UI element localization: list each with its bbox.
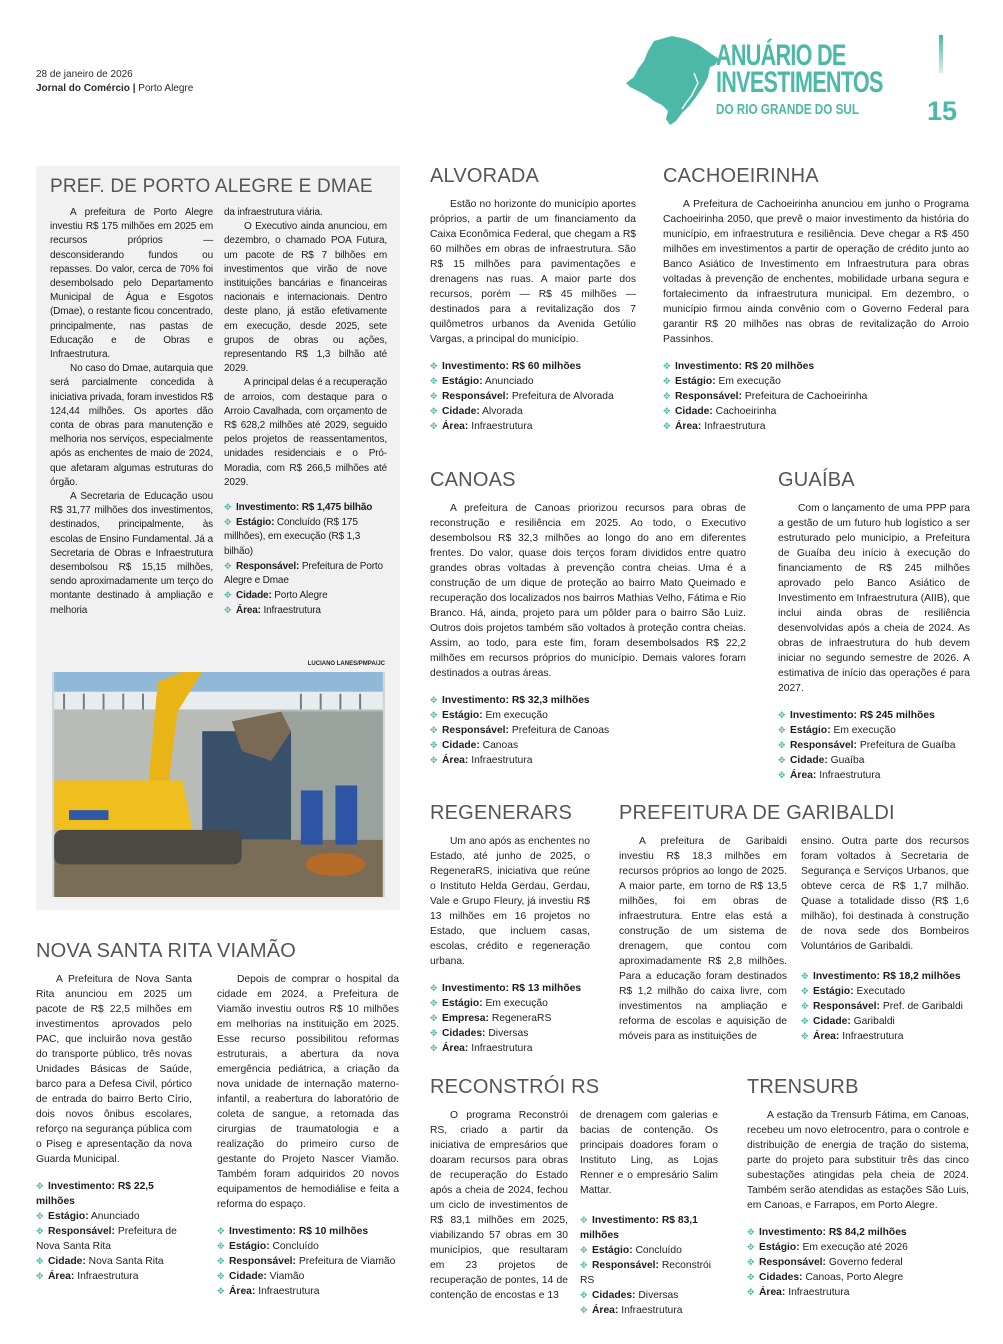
article-guaiba — [778, 469, 970, 783]
fact-area: ✥ Área: Infraestrutura — [778, 770, 881, 781]
fact-area: ✥ Área: Infraestrutura — [663, 421, 766, 432]
fact-responsavel: ✥ Responsável: Prefeitura de Porto Alegre e Dmae — [224, 560, 383, 587]
diamond-dots-icon: ✥ — [580, 1305, 588, 1315]
fact-estagio: ✥ Estágio: Em execução — [778, 725, 896, 736]
diamond-dots-icon: ✥ — [430, 1043, 438, 1053]
diamond-dots-icon: ✥ — [580, 1215, 588, 1225]
photo-illustration — [52, 672, 385, 897]
diamond-dots-icon: ✥ — [36, 1226, 44, 1236]
article-title: GUAÍBA — [778, 469, 855, 491]
diamond-dots-icon: ✥ — [430, 361, 438, 371]
paragraph: A principal delas é a recuperação de arroios, com destaque para o Arroio Cavalhada, com orçamento de R$ 628,2 milhões até 2029, seguido pelos projetos de reassentamentos, unidades residenciais e o Pró-Moradia, com R$ 266,5 milhões até 2029. — [224, 377, 387, 488]
fact-investimento: ✥ Investimento: R$ 83,1 milhões — [580, 1215, 698, 1241]
diamond-dots-icon: ✥ — [430, 1028, 438, 1038]
article-title: CACHOEIRINHA — [663, 165, 819, 187]
paragraph: A prefeitura de Garibaldi investiu R$ 18,3 milhões em recursos próprios ao longo de 2025. A maior parte, em torno de R$ 13,5 milhões, foi em obras de infraestrutura. Entre elas está a construção de um sistema de drenagem, que contou com aproximadamente R$ 2,8 milhões. Para a educação foram destinados R$ 1,2 milhão do caixa livre, com investimentos na ampliação e reforma de escolas e aquisição de móveis para as instituições de — [619, 836, 787, 1042]
diamond-dots-icon: ✥ — [663, 361, 671, 371]
fact-responsavel: ✥ Responsável: Prefeitura de Nova Santa Rita — [36, 1226, 177, 1252]
paragraph: A Secretaria de Educação usou R$ 31,77 milhões dos investimentos, destinados, principalmente, às escolas de Ensino Fundamental. Já a Secretaria de Obras e Infraestrutura desembolsou R$ 15,15 milhões, sendo aproximadamente um terço do montante destinado à ampliação e melhoria — [50, 491, 213, 616]
article-column-1 — [430, 1108, 568, 1318]
fact-estagio: ✥ Estágio: Em execução até 2026 — [747, 1242, 908, 1253]
diamond-dots-icon: ✥ — [217, 1226, 225, 1236]
fact-responsavel: ✥ Responsável: Prefeitura de Guaíba — [778, 740, 956, 751]
article-title: RECONSTRÓI RS — [430, 1076, 600, 1098]
fact-responsavel: ✥ Responsável: Governo federal — [747, 1257, 903, 1268]
fact-investimento: ✥ Investimento: R$ 32,3 milhões — [430, 695, 590, 706]
article-cachoeirinha — [663, 165, 969, 434]
fact-area: ✥ Área: Infraestrutura — [430, 1043, 533, 1054]
separator: | — [132, 83, 136, 94]
article-title: PREF. DE PORTO ALEGRE E DMAE — [50, 176, 373, 197]
diamond-dots-icon: ✥ — [430, 376, 438, 386]
fact-investimento: ✥ Investimento: R$ 13 milhões — [430, 983, 582, 994]
diamond-dots-icon: ✥ — [430, 755, 438, 765]
fact-area: ✥ Área: Infraestrutura — [430, 755, 533, 766]
fact-investimento: ✥ Investimento: R$ 10 milhões — [217, 1226, 369, 1237]
fact-responsavel: ✥ Responsável: Prefeitura de Canoas — [430, 725, 610, 736]
diamond-dots-icon: ✥ — [778, 740, 786, 750]
diamond-dots-icon: ✥ — [224, 560, 232, 571]
article-title: REGENERARS — [430, 802, 573, 824]
article-nova-santa-rita — [36, 940, 213, 1284]
diamond-dots-icon: ✥ — [663, 376, 671, 386]
diamond-dots-icon: ✥ — [663, 406, 671, 416]
diamond-dots-icon: ✥ — [801, 1001, 809, 1011]
fact-estagio: ✥ Estágio: Concluído — [217, 1241, 319, 1252]
paragraph: A Prefeitura de Cachoeirinha anunciou em junho o Programa Cachoeirinha 2050, que prevê o maior investimento da história do município, em infraestrutura e resiliência. Deve chegar a R$ 450 milhões em investimentos a partir de operação de crédito junto ao Banco Asiático de Investimento em Infraestrutura para obras voltadas à prevenção de enchentes, mobilidade urbana segura e fortalecimento da infraestrutura municipal. Em dezembro, o município firmou ainda convênio com o Governo Federal para garantir R$ 20 milhões nas obras de revitalização do Arroio Passinhos. — [663, 199, 969, 345]
diamond-dots-icon: ✥ — [747, 1242, 755, 1252]
excavator-photo — [52, 672, 385, 897]
article-column-2 — [224, 206, 387, 619]
brand-title-line2: INVESTIMENTOS — [716, 66, 883, 99]
fact-responsavel: ✥ Responsável: Reconstrói RS — [580, 1260, 712, 1286]
diamond-dots-icon: ✥ — [801, 1016, 809, 1026]
fact-estagio: ✥ Estágio: Anunciado — [430, 376, 534, 387]
fact-cidade: ✥ Cidade: Porto Alegre — [224, 590, 328, 602]
paragraph: O programa Reconstrói RS, criado a partir da iniciativa de empresários que doaram recursos para obras de recuperação do Estado após a cheia de 2024, fechou um ciclo de investimentos de R$ 83,1 milhões em 2025, viabilizando 57 obras em 30 municípios, que resultaram em 23 projetos de recuperação de pontes, 14 de contenção de encostas e 13 — [430, 1110, 568, 1301]
article-canoas — [430, 469, 746, 768]
diamond-dots-icon: ✥ — [430, 740, 438, 750]
fact-list — [801, 969, 969, 1044]
diamond-dots-icon: ✥ — [430, 391, 438, 401]
paragraph: O Executivo ainda anunciou, em dezembro, o chamado POA Futura, um pacote de R$ 7 bilhões em investimentos que virão de nove instituições bancárias e financeiras nacionais e internacionais. Dentro deste plano, já estão efetivamente em execução, desde 2025, sete grupos de obras ou ações, representando R$ 1,3 bilhão até 2029. — [224, 221, 387, 375]
diamond-dots-icon: ✥ — [430, 1013, 438, 1023]
diamond-dots-icon: ✥ — [224, 517, 232, 528]
diamond-dots-icon: ✥ — [224, 605, 232, 616]
paragraph: Estão no horizonte do município aportes próprios, a partir de um financiamento da Caixa Econômica Federal, que chegam a R$ 60 milhões em obras de infraestrutura. São R$ 15 milhões para pavimentações e drenagens nas ruas. A maior parte dos recursos, porém — R$ 45 milhões — destinados para a revitalização dos 7 quilômetros urbanos da Avenida Getúlio Vargas, a principal do município. — [430, 199, 636, 345]
paragraph: de drenagem com galerias e bacias de contenção. Os principais doadores foram o Instituto Ling, as Lojas Renner e o empresário Salim Mattar. — [580, 1110, 718, 1196]
fact-cidades: ✥ Cidades: Diversas — [580, 1290, 679, 1301]
fact-responsavel: ✥ Responsável: Prefeitura de Cachoeirinha — [663, 391, 868, 402]
diamond-dots-icon: ✥ — [430, 710, 438, 720]
section-brand — [624, 33, 969, 133]
diamond-dots-icon: ✥ — [217, 1241, 225, 1251]
diamond-dots-icon: ✥ — [580, 1260, 588, 1270]
fact-area: ✥ Área: Infraestrutura — [801, 1031, 904, 1042]
fact-investimento: ✥ Investimento: R$ 245 milhões — [778, 710, 935, 721]
diamond-dots-icon: ✥ — [663, 421, 671, 431]
fact-estagio: ✥ Estágio: Anunciado — [36, 1211, 140, 1222]
fact-estagio: ✥ Estágio: Concluído — [580, 1245, 682, 1256]
fact-cidade: ✥ Cidade: Garibaldi — [801, 1016, 895, 1027]
diamond-dots-icon: ✥ — [430, 695, 438, 705]
fact-cidade: ✥ Cidade: Alvorada — [430, 406, 523, 417]
diamond-dots-icon: ✥ — [36, 1211, 44, 1221]
article-title: VIAMÃO — [217, 940, 296, 962]
fact-cidade: ✥ Cidade: Nova Santa Rita — [36, 1256, 164, 1267]
publication-line — [36, 82, 193, 96]
diamond-dots-icon: ✥ — [747, 1257, 755, 1267]
fact-cidades: ✥ Cidades: Canoas, Porto Alegre — [747, 1272, 904, 1283]
diamond-dots-icon: ✥ — [36, 1256, 44, 1266]
article-garibaldi — [619, 802, 969, 1044]
page-meta — [36, 68, 193, 96]
fact-cidade: ✥ Cidade: Cachoeirinha — [663, 406, 777, 417]
paragraph: da infraestrutura viária. — [224, 207, 323, 218]
fact-estagio: ✥ Estágio: Concluído (R$ 175 millhões), em execução (R$ 1,3 bilhão) — [224, 517, 361, 557]
fact-list — [430, 359, 636, 434]
article-title: PREFEITURA DE GARIBALDI — [619, 802, 895, 824]
article-title: TRENSURB — [747, 1076, 859, 1098]
diamond-dots-icon: ✥ — [747, 1227, 755, 1237]
fact-investimento: ✥ Investimento: R$ 1,475 bilhão — [224, 502, 373, 514]
diamond-dots-icon: ✥ — [580, 1290, 588, 1300]
paragraph: Depois de comprar o hospital da cidade em 2024, a Prefeitura de Viamão investiu outros R$ 10 milhões em melhorias na instituição em 2025. Esse recurso possibilitou reformas estruturais, a abertura da nova emergência pediátrica, a criação da nova unidade de internação materno-infantil, a reabertura do laboratório de coleta de sangue, a retomada das cirurgias de traumatologia e a realização do primeiro curso de gestante do Projeto Nascer Viamão. Também foram adquiridos 20 novos equipamentos de hemodiálise e feita a reforma do espaço. — [217, 974, 399, 1210]
fact-area: ✥ Área: Infraestrutura — [747, 1287, 850, 1298]
fact-area: ✥ Área: Infraestrutura — [217, 1286, 320, 1297]
brand-divider — [939, 35, 943, 73]
article-column-1 — [619, 834, 787, 1044]
fact-responsavel: ✥ Responsável: Pref. de Garibaldi — [801, 1001, 963, 1012]
paragraph: A prefeitura de Porto Alegre investiu R$ 175 milhões em 2025 em recursos próprios — desconsiderando fundos ou repasses. Do valor, cerca de 70% foi desembolsado pelo Departamento Municipal de Água e Esgotos (Dmae), o restante ficou concentrado, principalmente, nas pastas de Educação e de Obras e Infraestrutura. — [50, 207, 213, 361]
fact-investimento: ✥ Investimento: R$ 84,2 milhões — [747, 1227, 907, 1238]
diamond-dots-icon: ✥ — [747, 1287, 755, 1297]
fact-list — [747, 1225, 969, 1300]
brand-subtitle: DO RIO GRANDE DO SUL — [716, 101, 860, 118]
article-column-1 — [50, 206, 213, 619]
article-viamao — [217, 940, 399, 1299]
fact-cidade: ✥ Cidade: Guaíba — [778, 755, 865, 766]
diamond-dots-icon: ✥ — [801, 1031, 809, 1041]
fact-list — [224, 500, 387, 619]
diamond-dots-icon: ✥ — [430, 406, 438, 416]
publication-date: 28 de janeiro de 2026 — [36, 69, 133, 80]
paragraph: A Prefeitura de Nova Santa Rita anunciou em 2025 um pacote de R$ 22,5 milhões em investimentos aprovados pelo PAC, que incluirão nova gestão do transporte público, três novas Unidades Básicas de Saúde, barco para a Defesa Civil, pórtico de entrada do bairro Berto Círio, dois novos ônibus escolares, reforço na segurança pública com o Piseg e apresentação da nova Guarda Municipal. — [36, 974, 192, 1165]
fact-estagio: ✥ Estágio: Em execução — [430, 710, 548, 721]
diamond-dots-icon: ✥ — [36, 1181, 44, 1191]
article-title: NOVA SANTA RITA — [36, 940, 213, 962]
diamond-dots-icon: ✥ — [217, 1286, 225, 1296]
fact-responsavel: ✥ Responsável: Prefeitura de Alvorada — [430, 391, 614, 402]
fact-list — [430, 981, 590, 1056]
paragraph: Com o lançamento de uma PPP para a gestão de um futuro hub logístico a ser estruturado pelo município, a Prefeitura de Guaíba deu início à execução do financiamento de R$ 245 milhões aprovado pelo Banco Asiático de Investimento em Infraestrutura (AIIB), que inclui ainda obras de resiliência desenvolvidas após a cheia de 2024. As obras de infraestrutura do hub devem iniciar no segundo semestre de 2026. A estimativa de início das operações é para 2027. — [778, 503, 970, 694]
fact-list — [217, 1224, 399, 1299]
diamond-dots-icon: ✥ — [217, 1271, 225, 1281]
diamond-dots-icon: ✥ — [778, 725, 786, 735]
fact-area: ✥ Área: Infraestrutura — [580, 1305, 683, 1316]
diamond-dots-icon: ✥ — [747, 1272, 755, 1282]
fact-area: ✥ Área: Infraestrutura — [430, 421, 533, 432]
article-alvorada — [430, 165, 636, 434]
brand-title-line1: ANUÁRIO DE — [716, 39, 846, 72]
diamond-dots-icon: ✥ — [778, 770, 786, 780]
article-reconstroi-rs — [430, 1076, 718, 1318]
fact-estagio: ✥ Estágio: Executado — [801, 986, 906, 997]
fact-list — [580, 1213, 718, 1318]
paragraph: A estação da Trensurb Fátima, em Canoas, recebeu um novo eletrocentro, para o controle e distribuição de energia de tração do sistema, parte do projeto para substituir três das cinco subestações atingidas pela cheia de 2024. Também serão atendidas as estações São Luis, em Canoas, e Farrapos, em Porto Alegre. — [747, 1110, 969, 1211]
diamond-dots-icon: ✥ — [430, 983, 438, 993]
diamond-dots-icon: ✥ — [36, 1271, 44, 1281]
diamond-dots-icon: ✥ — [430, 725, 438, 735]
diamond-dots-icon: ✥ — [663, 391, 671, 401]
fact-list — [430, 693, 746, 768]
newspaper-name: Jornal do Comércio — [36, 83, 130, 94]
fact-investimento: ✥ Investimento: R$ 60 milhões — [430, 361, 582, 372]
fact-empresa: ✥ Empresa: RegeneraRS — [430, 1013, 552, 1024]
diamond-dots-icon: ✥ — [580, 1245, 588, 1255]
fact-investimento: ✥ Investimento: R$ 18,2 milhões — [801, 971, 961, 982]
fact-investimento: ✥ Investimento: R$ 20 milhões — [663, 361, 815, 372]
paragraph: A prefeitura de Canoas priorizou recursos para obras de reconstrução e resiliência em 2025. Ao todo, o Executivo desembolsou R$ 32,3 milhões ao longo do ano em diferentes frentes. Do valor, quase dois terços foram divididos entre quatro grandes obras voltadas à prevenção contra cheias. Uma é a construção de um dique de proteção ao bairro Mato Queimado e recuperação dos localizados nos bairros Mathias Velho, Fátima e Rio Branco. Há, ainda, projeto para um pôlder para o bairro São Luiz. Outros dois projetos também são voltados à proteção contra cheias. Assim, ao todo, para este fim, foram desembolsados R$ 22,2 milhões em recursos próprios do município. Demais valores foram destinados a outras áreas. — [430, 503, 746, 679]
fact-cidade: ✥ Cidade: Viamão — [217, 1271, 305, 1282]
fact-estagio: ✥ Estágio: Em execução — [663, 376, 781, 387]
fact-list — [663, 359, 969, 434]
fact-area: ✥ Área: Infraestrutura — [36, 1271, 139, 1282]
article-column-2 — [580, 1108, 718, 1318]
article-column-2 — [801, 834, 969, 1044]
diamond-dots-icon: ✥ — [801, 986, 809, 996]
fact-list — [778, 708, 970, 783]
diamond-dots-icon: ✥ — [430, 998, 438, 1008]
publication-city: Porto Alegre — [138, 83, 194, 94]
paragraph: Um ano após as enchentes no Estado, até junho de 2025, o RegeneraRS, iniciativa que reúne o Instituto Helda Gerdau, Gerdau, Vale e Grupo Fleury, já investiu R$ 13 milhões em 16 projetos no Estado, que incluem casas, escolas, crédito e regeneração urbana. — [430, 836, 590, 967]
diamond-dots-icon: ✥ — [217, 1256, 225, 1266]
page-number: 15 — [927, 96, 958, 126]
fact-investimento: ✥ Investimento: R$ 22,5 milhões — [36, 1181, 154, 1207]
diamond-dots-icon: ✥ — [778, 710, 786, 720]
diamond-dots-icon: ✥ — [224, 502, 232, 513]
article-regenerars — [430, 802, 590, 1056]
diamond-dots-icon: ✥ — [801, 971, 809, 981]
article-title: ALVORADA — [430, 165, 540, 187]
photo-credit: LUCIANO LANES/PMPA/JC — [307, 661, 385, 667]
fact-estagio: ✥ Estágio: Em execução — [430, 998, 548, 1009]
diamond-dots-icon: ✥ — [430, 421, 438, 431]
fact-cidade: ✥ Cidade: Canoas — [430, 740, 519, 751]
fact-area: ✥ Área: Infraestrutura — [224, 605, 321, 617]
article-trensurb — [747, 1076, 969, 1300]
fact-cidades: ✥ Cidades: Diversas — [430, 1028, 529, 1039]
fact-responsavel: ✥ Responsável: Prefeitura de Viamão — [217, 1256, 396, 1267]
paragraph: No caso do Dmae, autarquia que será parcialmente concedida à iniciativa privada, foram investidos R$ 124,44 milhões. Os aportes dão conta de obras para manutenção e melhoria nos serviços, especialmente após as enchentes de maio de 2024, que afetaram algumas estruturas do órgão. — [50, 363, 213, 488]
article-porto-alegre — [50, 176, 387, 619]
rio-grande-do-sul-map-icon — [624, 33, 724, 128]
article-title: CANOAS — [430, 469, 516, 491]
diamond-dots-icon: ✥ — [224, 590, 232, 601]
paragraph: ensino. Outra parte dos recursos foram voltados à Secretaria de Segurança e Serviços Urbanos, que obteve cerca de R$ 1,7 milhão. Quase a totalidade disso (R$ 1,6 milhão), foi destinada à construção de nova sede dos Bombeiros Voluntários de Garibaldi. — [801, 836, 969, 952]
diamond-dots-icon: ✥ — [778, 755, 786, 765]
fact-list — [36, 1179, 192, 1284]
